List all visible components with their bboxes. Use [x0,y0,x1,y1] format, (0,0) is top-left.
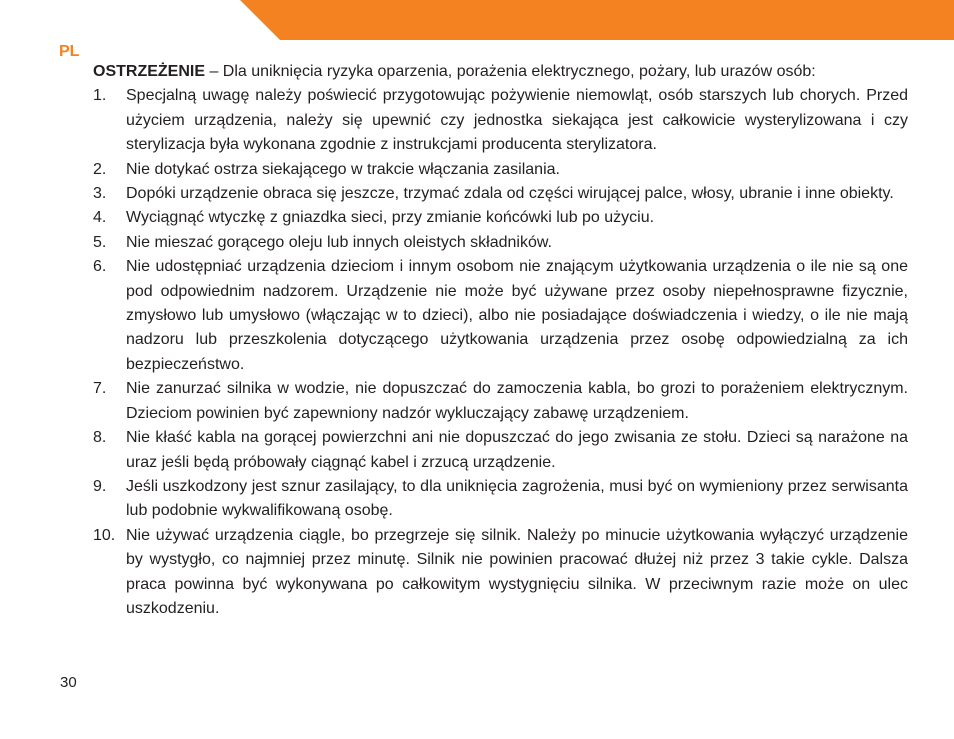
list-item [93,231,908,255]
item-number: 8. [93,429,107,447]
item-text: Wyciągnąć wtyczkę z gniazdka sieci, przy zmianie końcówki lub po użyciu. [126,209,655,227]
top-banner [240,0,954,40]
item-text: Nie udostępniać urządzenia dzieciom i innym osobom nie znającym użytkowania urządzenia o ile nie są one pod odpowiednim nadzorem. Urządzenie nie może być używane przez osoby niepełnosprawne fizycznie, zmysłowo lub umysłowo (włączając w to dzieci), albo nie posiadające doświadczenia i wiedzy, o ile nie mają nadzoru lub przeszkolenia dotyczącego użytkowania urządzenia przez osobę odpowiedzialną za ich bezpieczeństwo. [126,258,908,373]
item-text: Nie mieszać gorącego oleju lub innych oleistych składników. [126,233,552,251]
item-text: Nie dotykać ostrza siekającego w trakcie włączania zasilania. [126,160,560,178]
list-item [93,158,908,182]
list-item [93,377,908,426]
item-text: Jeśli uszkodzony jest sznur zasilający, to dla uniknięcia zagrożenia, musi być on wymieniony przez serwisanta lub podobnie wykwalifikowaną osobę. [126,477,908,520]
language-label: PL [59,43,80,60]
item-number: 9. [93,477,107,495]
instruction-list [93,84,908,621]
list-item [93,524,908,622]
list-item [93,206,908,230]
item-number: 6. [93,258,107,276]
item-text: Nie kłaść kabla na gorącej powierzchni ani nie dopuszczać do jego zwisania ze stołu. Dzieci są narażone na uraz jeśli będą próbowały ciągnąć kabel i zrzucą urządzenie. [126,429,908,471]
list-item [93,475,908,524]
item-number: 1. [93,87,107,105]
item-number: 4. [93,209,107,227]
warning-title: OSTRZEŻENIE [93,63,206,80]
item-text: Nie zanurzać silnika w wodzie, nie dopuszczać do zamoczenia kabla, bo grozi to porażeniem elektrycznym. Dzieciom powinien być zapewniony nadzór wykluczający zabawę urządzeniem. [126,380,908,422]
page-number: 30 [60,674,77,691]
warning-text: – Dla uniknięcia ryzyka oparzenia, porażenia elektrycznego, pożary, lub urazów osób: [205,63,816,80]
list-item [93,426,908,475]
item-number: 5. [93,233,107,251]
document-body [93,60,908,621]
item-text: Nie używać urządzenia ciągle, bo przegrzeje się silnik. Należy po minucie użytkowania wyłączyć urządzenie by wystygło, co najmniej przez minutę. Silnik nie powinien pracować dłużej niż przez 3 takie cykle. Dalsza praca powinna być wykonywana po całkowitym wystygnięciu silnika. W przeciwnym razie może on ulec uszkodzeniu. [126,526,908,617]
warning-paragraph [93,60,908,84]
list-item [93,255,908,377]
item-number: 7. [93,380,107,398]
list-item [93,84,908,157]
item-text: Dopóki urządzenie obraca się jeszcze, trzymać zdala od części wirującej palce, włosy, ubranie i inne obiekty. [126,185,894,203]
list-item [93,182,908,206]
item-text: Specjalną uwagę należy poświecić przygotowując pożywienie niemowląt, osób starszych lub chorych. Przed użyciem urządzenia, należy się upewnić czy jednostka siekająca jest całkowicie wysterylizowana i czy sterylizacja była wykonana zgodnie z instrukcjami producenta sterylizatora. [126,87,908,154]
item-number: 3. [93,185,107,203]
item-number: 10. [93,526,116,544]
item-number: 2. [93,160,107,178]
